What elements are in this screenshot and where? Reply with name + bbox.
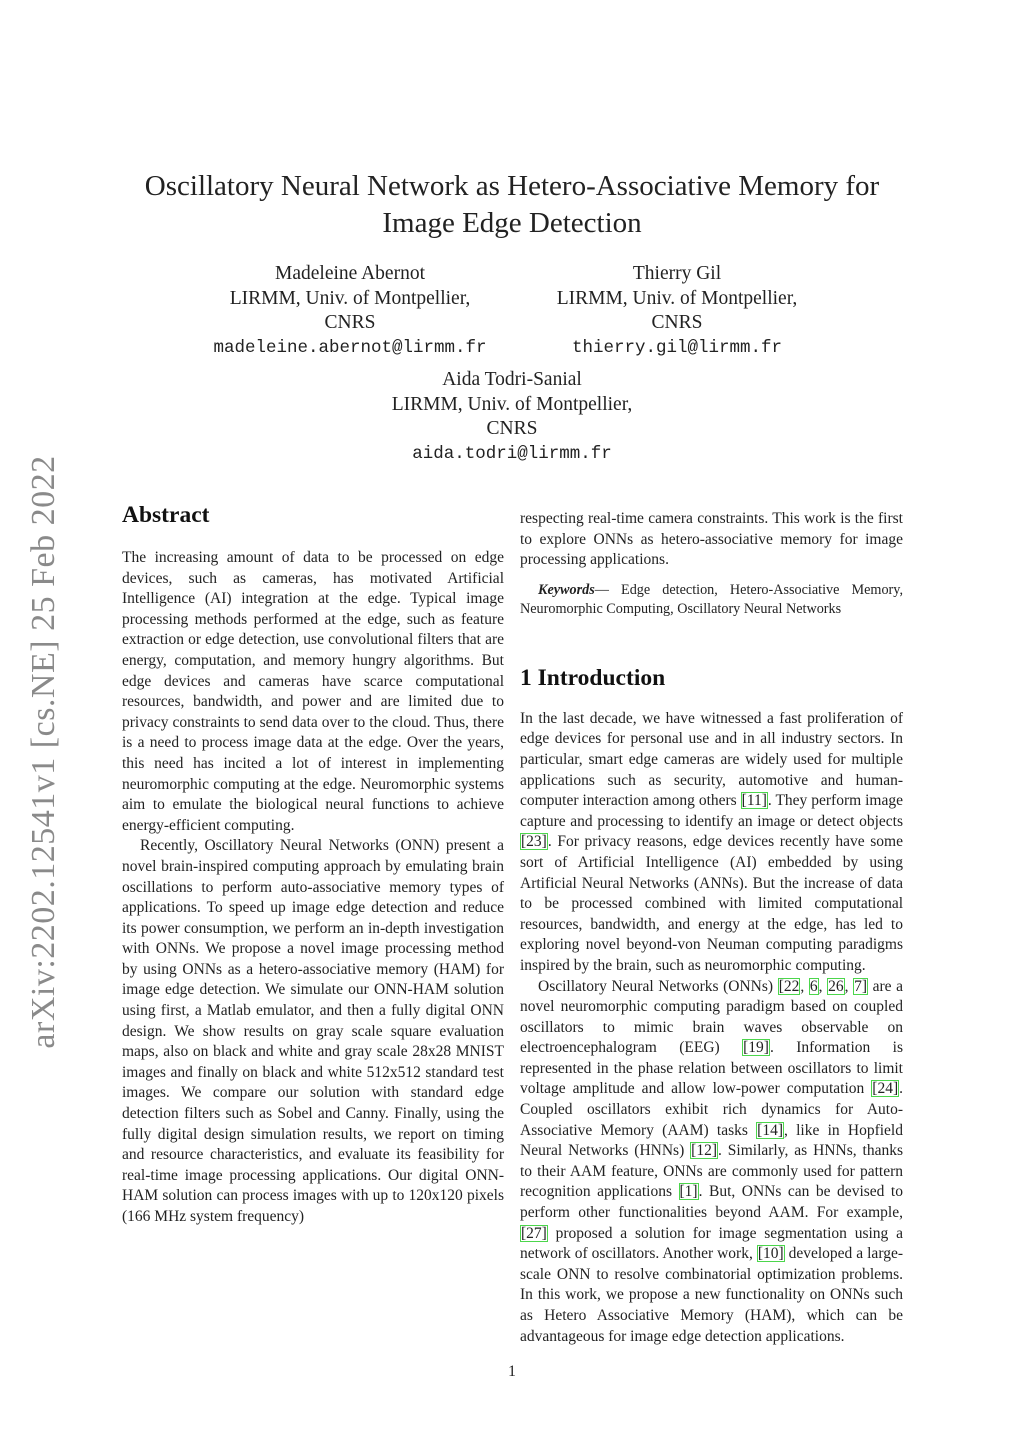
citation-link[interactable]: [11] (741, 792, 767, 810)
text-run: . Coupled oscillators exhibit rich dynamics for Auto-Associative Memory (AAM) tasks (520, 1080, 903, 1139)
keywords-label: Keywords (538, 581, 595, 598)
citation-link[interactable]: 7] (854, 977, 867, 995)
right-column (520, 509, 903, 1347)
author-block (200, 262, 500, 360)
author-email[interactable]: madeleine.abernot@lirmm.fr (213, 337, 487, 358)
introduction-heading: 1 Introduction (520, 664, 666, 691)
keywords-text: Edge detection, Hetero-Associative Memory, Neuromorphic Computing, Oscillatory Neural Networks (520, 581, 903, 617)
abstract-paragraph: Recently, Oscillatory Neural Networks (ONN) present a novel brain-inspired computing approach by emulating brain oscillations to perform auto-associative memory types of applications. To speed up image edge detection and reduce its power consumption, we perform an in-depth investigation with ONNs. We propose a novel image processing method by using ONNs as a hetero-associative memory (HAM) for image edge detection. We simulate our ONN-HAM solution using first, a Matlab emulator, and then a fully digital ONN design. We show results on gray scale square evaluation maps, also on black and white and gray scale 28x28 MNIST images and finally on black and white 512x512 standard test images. We compare our solution with standard edge detection filters such as Sobel and Canny. Finally, using the fully digital design simulation results, we report on timing and resource characteristics, and evaluate its feasibility for real-time image processing applications. Our digital ONN-HAM solution can process images with up to 120x120 pixels (166 MHz system frequency) (122, 837, 504, 1225)
abstract-paragraph: The increasing amount of data to be processed on edge devices, such as cameras, has motivated Artificial Intelligence (AI) integration at the edge. Typical image processing methods performed at the edge, such as feature extraction or edge detection, use convolutional filters that are energy, computation, and memory hungry algorithms. But edge devices and cameras have scarce computational resources, bandwidth, and power and are limited due to privacy constraints to send data over to the cloud. Thus, there is a need to process image data at the edge. Over the years, this need has incited a lot of interest in implementing neuromorphic computing at the edge. Neuromorphic systems aim to emulate the biological neural functions to achieve energy-efficient computing. (122, 549, 504, 834)
intro-paragraph: Oscillatory Neural Networks (ONNs) [22, 6, 26, 7] are a novel neuromorphic computing paradigm based on coupled oscillators to mimic brain waves observable on electroencephalogram (EEG) [19]. Information is represented in the phase relation between oscillators to limit voltage amplitude and allow low-power computation [24]. Coupled oscillators exhibit rich dynamics for Auto-Associative Memory (AAM) tasks [14], like in Hopfield Neural Networks (HNNs) [12]. Similarly, as HNNs, thanks to their AAM feature, ONNs are commonly used for pattern recognition applications [1]. But, ONNs can be devised to perform other functionalities beyond AAM. For example, [27] proposed a solution for image segmentation using a network of oscillators. Another work, [10] developed a large-scale ONN to resolve combinatorial optimization problems. In this work, we propose a new functionality on ONNs such as Hetero Associative Memory (HAM), which can be advantageous for image edge detection applications. (520, 977, 904, 1345)
abstract-continuation: respecting real-time camera constraints. This work is the first to explore ONNs as hetero-associative memory for image processing applications. (520, 510, 903, 569)
citation-link[interactable]: [1] (679, 1183, 698, 1201)
text-run: . They perform image capture and processing to identify an image or detect objects (520, 792, 903, 830)
keywords-separator: — (594, 581, 622, 598)
citation-link[interactable]: [24] (872, 1080, 899, 1098)
author-block (527, 262, 827, 360)
paper-title: Oscillatory Neural Network as Hetero-Associative Memory for Image Edge Detection (144, 170, 880, 239)
text-run: Oscillatory Neural Networks (ONNs) (538, 977, 778, 995)
intro-paragraph (520, 709, 903, 977)
author-affiliation: LIRMM, Univ. of Montpellier, (556, 287, 798, 309)
author-affiliation: LIRMM, Univ. of Montpellier, (391, 393, 633, 415)
author-affiliation: CNRS (651, 312, 703, 333)
citation-link[interactable]: [23] (521, 833, 547, 851)
author-name: Aida Todri-Sanial (442, 369, 582, 390)
citation-link[interactable]: [27] (521, 1224, 547, 1242)
author-name: Thierry Gil (632, 263, 722, 284)
citation-link[interactable]: [12] (691, 1142, 717, 1160)
author-name: Madeleine Abernot (275, 263, 425, 284)
text-run: . For privacy reasons, edge devices recently have some sort of Artificial Intelligence (AI) embedded by using Artificial Neural Networks (ANNs). But the increase of data to be processed combined with limited computational resources, bandwidth, and energy at the edge, has led to exploring novel beyond-von Neuman computing paradigms inspired by the brain, such as neuromorphic computing. (520, 833, 903, 974)
author-affiliation: CNRS (324, 312, 376, 333)
author-email[interactable]: aida.todri@lirmm.fr (412, 443, 612, 464)
left-column (122, 500, 504, 1228)
citation-link[interactable]: 26 (828, 977, 844, 995)
text-run: . Information is represented in the phase relation between oscillators to limit voltage amplitude and allow low-power computation (520, 1039, 903, 1098)
keywords (520, 581, 903, 619)
author-affiliation: LIRMM, Univ. of Montpellier, (229, 287, 471, 309)
text-run: , like in Hopfield Neural Networks (HNNs) (520, 1121, 903, 1160)
author-email[interactable]: thierry.gil@lirmm.fr (571, 337, 783, 358)
citation-link[interactable]: 6 (809, 977, 818, 995)
abstract-heading: Abstract (122, 502, 210, 528)
author-block (362, 368, 662, 466)
text-run: proposed a solution for image segmentation using a network of oscillators. Another work, (520, 1224, 903, 1263)
arxiv-identifier: arXiv:2202.12541v1 [cs.NE] 25 Feb 2022 (25, 455, 62, 1049)
citation-link[interactable]: [22 (778, 977, 800, 995)
author-affiliation: CNRS (486, 418, 538, 439)
citation-link[interactable]: [10] (757, 1245, 784, 1263)
text-run: In the last decade, we have witnessed a fast proliferation of edge devices for personal use and in all industry sectors. In particular, smart edge cameras are widely used for multiple applications such as security, automotive and human-computer interaction among others (520, 709, 903, 810)
citation-link[interactable]: [19] (743, 1039, 769, 1057)
text-run: . But, ONNs can be devised to perform other functionalities beyond AAM. For example, (520, 1183, 903, 1222)
text-run: are a novel neuromorphic computing paradigm based on coupled oscillators to mimic brain waves observable on electroencephalogram (EEG) (520, 977, 904, 1057)
text-run: developed a large-scale ONN to resolve combinatorial optimization problems. In this work, we propose a new functionality on ONNs such as Hetero Associative Memory (HAM), which can be advantageous for image edge detection applications. (520, 1245, 903, 1345)
text-run: . Similarly, as HNNs, thanks to their AAM feature, ONNs are commonly used for pattern recognition applications (520, 1142, 903, 1201)
citation-link[interactable]: [14] (757, 1121, 783, 1139)
page-number: 1 (508, 1363, 516, 1380)
